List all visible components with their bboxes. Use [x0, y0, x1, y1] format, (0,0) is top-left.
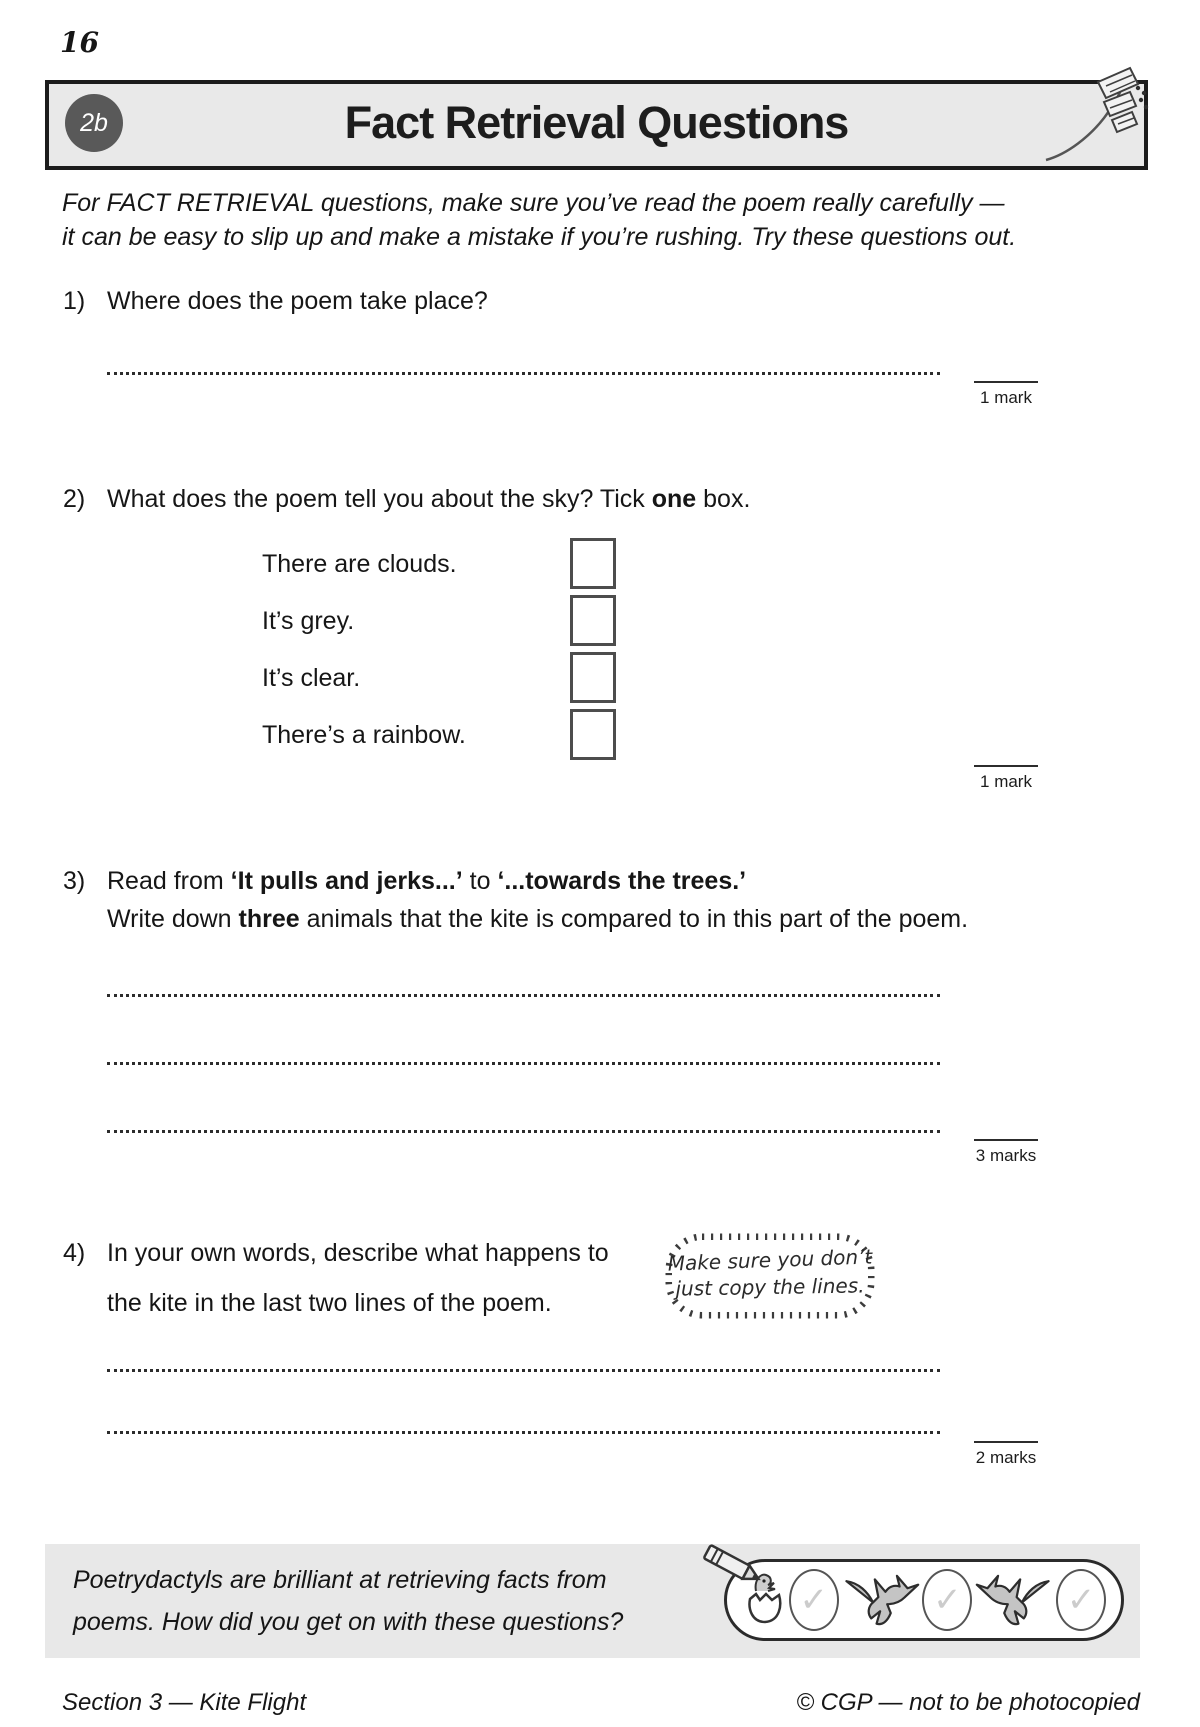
- header-banner: [45, 80, 1148, 170]
- tick-circle[interactable]: ✓: [789, 1569, 839, 1631]
- q3-answer-line-1[interactable]: [107, 994, 940, 997]
- review-text: [73, 1559, 623, 1643]
- mark-line: [974, 1441, 1038, 1443]
- q4-text-line1: In your own words, describe what happens to: [107, 1239, 609, 1267]
- footer-section: Section 3 — Kite Flight: [62, 1689, 307, 1716]
- review-box: [45, 1544, 1140, 1658]
- q4-answer-line-1[interactable]: [107, 1369, 940, 1372]
- q3-answer-line-3[interactable]: [107, 1130, 940, 1133]
- review-line-2: poems. How did you get on with these questions?: [73, 1608, 624, 1636]
- tip-bubble: [650, 1222, 890, 1330]
- q3-answer-line-2[interactable]: [107, 1062, 940, 1065]
- q4-answer-line-2[interactable]: [107, 1431, 940, 1434]
- tip-line-1: Make sure you don’t: [667, 1244, 873, 1276]
- progress-tracker: [724, 1559, 1124, 1641]
- q4-number: 4): [63, 1239, 86, 1267]
- q4-marks: 2 marks: [975, 1448, 1037, 1467]
- q2-option-label-4: There’s a rainbow.: [262, 721, 466, 749]
- q3-line2-pre: Write down: [107, 905, 239, 933]
- pterodactyl-icon: [840, 1567, 922, 1634]
- intro-line-1: For FACT RETRIEVAL questions, make sure you’ve read the poem really carefully —: [62, 189, 1005, 217]
- q3-quote-1: ‘It pulls and jerks...’: [230, 867, 463, 895]
- intro-line-2: it can be easy to slip up and make a mistake if you’re rushing. Try these questions out.: [62, 223, 1017, 251]
- q2-text-post: box.: [696, 485, 751, 513]
- q2-marks: 1 mark: [980, 772, 1032, 791]
- q2-option-label-2: It’s grey.: [262, 607, 355, 635]
- q1-text: Where does the poem take place?: [107, 287, 488, 315]
- q2-option-label-1: There are clouds.: [262, 550, 457, 578]
- q2-checkbox-4[interactable]: [570, 709, 616, 760]
- q3-seg3: to: [462, 867, 498, 895]
- q1-marks: 1 mark: [980, 388, 1032, 407]
- tick-circle[interactable]: ✓: [922, 1569, 972, 1631]
- q3-text-line2: [107, 905, 968, 934]
- pterodactyl-icon: [973, 1567, 1055, 1634]
- page-number: 16: [60, 26, 99, 59]
- kite-tail-icon: [1038, 62, 1158, 172]
- tip-line-2: just copy the lines.: [675, 1273, 865, 1301]
- q2-checkbox-1[interactable]: [570, 538, 616, 589]
- q1-number: 1): [63, 287, 86, 315]
- mark-line: [974, 1139, 1038, 1141]
- q2-text-pre: What does the poem tell you about the sky? Tick: [107, 485, 652, 513]
- mark-line: [974, 765, 1038, 767]
- pencil-icon: [693, 1542, 779, 1597]
- q2-number: 2): [63, 485, 86, 513]
- tick-circle[interactable]: ✓: [1056, 1569, 1106, 1631]
- q3-line2-post: animals that the kite is compared to in this part of the poem.: [299, 905, 969, 933]
- intro-text: [62, 186, 1042, 254]
- q2-checkbox-2[interactable]: [570, 595, 616, 646]
- q1-answer-line[interactable]: [107, 372, 940, 375]
- q3-quote-2: ‘...towards the trees.’: [497, 867, 747, 895]
- footer-copyright: © CGP — not to be photocopied: [796, 1689, 1140, 1716]
- section-badge: 2b: [65, 94, 123, 152]
- q4-text-line2: the kite in the last two lines of the poem.: [107, 1289, 552, 1317]
- mark-line: [974, 381, 1038, 383]
- review-line-1: Poetrydactyls are brilliant at retrieving facts from: [73, 1566, 607, 1594]
- page-title: Fact Retrieval Questions: [344, 97, 849, 148]
- q3-marks: 3 marks: [975, 1146, 1037, 1165]
- q2-text: [107, 485, 750, 514]
- q2-text-bold: one: [651, 485, 697, 513]
- q3-line2-bold: three: [238, 905, 300, 933]
- q3-text-line1: [107, 867, 746, 896]
- q3-number: 3): [63, 867, 86, 895]
- q2-option-label-3: It’s clear.: [262, 664, 361, 692]
- q3-seg1: Read from: [107, 867, 231, 895]
- q2-checkbox-3[interactable]: [570, 652, 616, 703]
